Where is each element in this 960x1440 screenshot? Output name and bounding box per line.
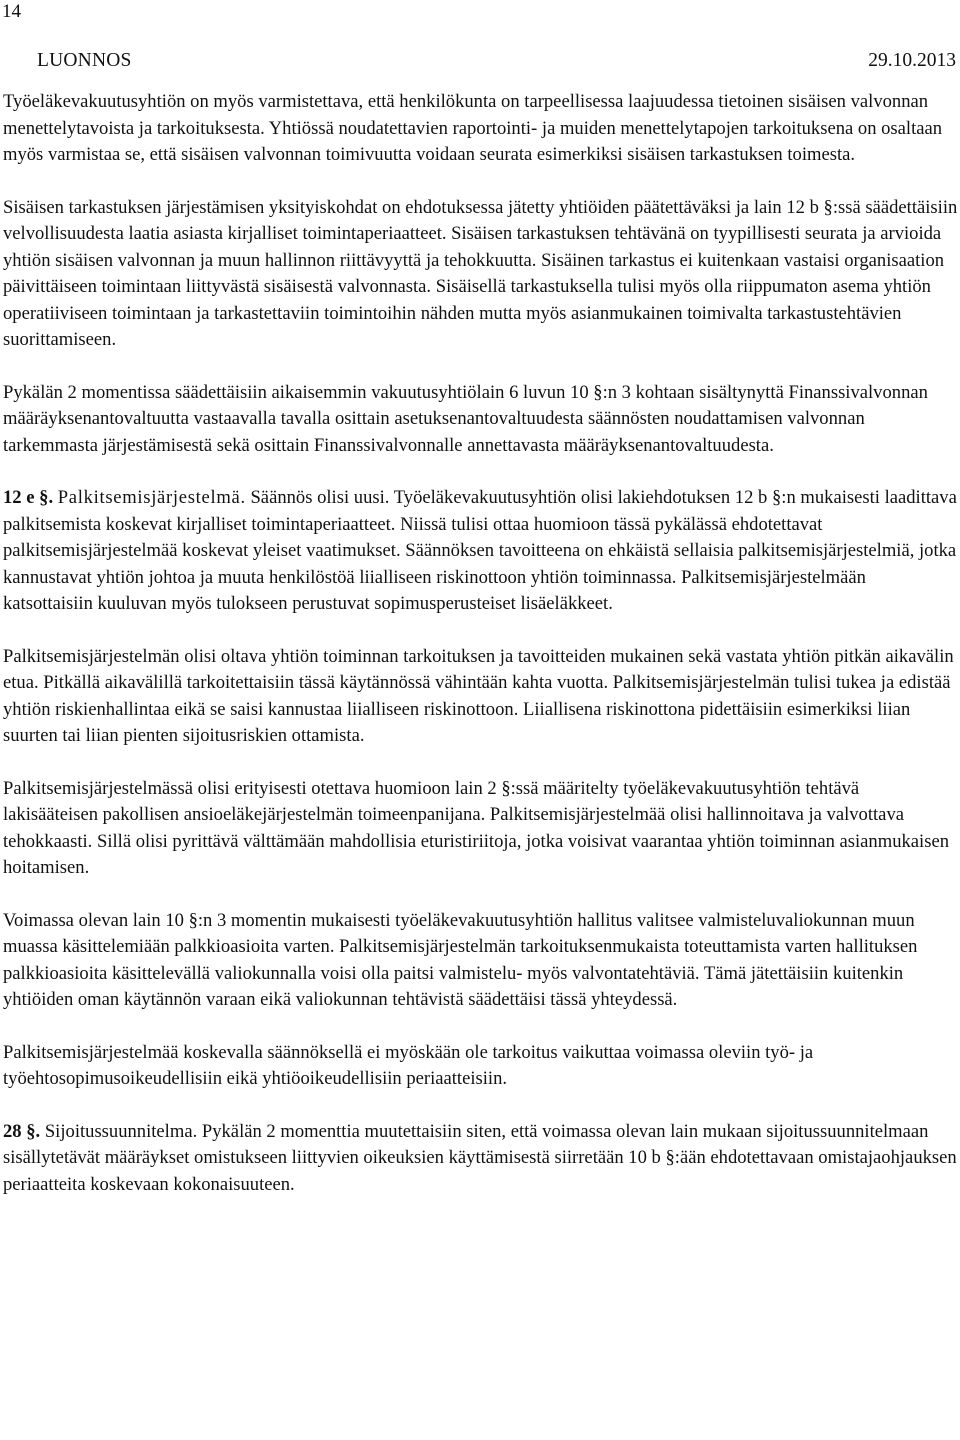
- paragraph: Pykälän 2 momentissa säädettäisiin aikaisemmin vakuutusyhtiölain 6 luvun 10 §:n 3 kohtaan sisältynyttä Finanssivalvonnan määräyksenantovaltuutta vastaavalla tavalla osittain asetuksenantovaltuudesta säännösten noudattamisen valvonnan tarkemmasta järjestämisestä sekä osittain Finanssivalvonnalle annettavasta määräyksenantovaltuudesta.: [3, 381, 928, 456]
- section-title: Palkitsemisjärjestelmä.: [57, 487, 246, 508]
- document-date: 29.10.2013: [868, 50, 956, 71]
- page-number: 14: [2, 1, 21, 22]
- document-body: [3, 89, 958, 1224]
- paragraph: Voimassa olevan lain 10 §:n 3 momentin mukaisesti työeläkevakuutusyhtiön hallitus valitsee valmisteluvaliokunnan muun muassa käsittelemiään palkkioasioita varten. Palkitsemisjärjestelmän tarkoituksenmukaista toteuttamista varten hallituksen palkkioasioita käsittelevällä valiokunnalla voisi olla paitsi valmistelu- myös valvontatehtäviä. Tämä jätettäisiin kuitenkin yhtiöiden oman käytännön varaan eikä valiokunnan tehtävistä säädettäisi tässä yhteydessä.: [3, 909, 918, 1010]
- paragraph: Palkitsemisjärjestelmän olisi oltava yhtiön toiminnan tarkoituksen ja tavoitteiden mukainen sekä vastata yhtiön pitkän aikavälin etua. Pitkällä aikavälillä tarkoitettaisiin tässä käytännössä vähintään kahta vuotta. Palkitsemisjärjestelmän tulisi tukea ja edistää yhtiön riskienhallintaa eikä se saisi kannustaa liialliseen riskinottoon. Liiallisena riskinottona pidettäisiin esimerkiksi liian suurten tai liian pienten sijoitusriskien ottamista.: [3, 645, 954, 746]
- section-number: 28 §.: [3, 1120, 41, 1142]
- section-number: 12 e §.: [3, 487, 54, 508]
- section-paragraph: [3, 1119, 958, 1199]
- paragraph: Sisäisen tarkastuksen järjestämisen yksityiskohdat on ehdotuksessa jätetty yhtiöiden päätettäväksi ja lain 12 b §:ssä säädettäisiin velvollisuudesta laatia asiasta kirjalliset toimintaperiaatteet. Sisäisen tarkastuksen tehtävänä on tyypillisesti seurata ja arvioida yhtiön sisäisen valvonnan ja muun hallinnon riittävyyttä ja tehokkuutta. Sisäinen tarkastus ei kuitenkaan vastaisi organisaation päivittäiseen toimintaan liittyvästä sisäisestä valvonnasta. Sisäisellä tarkastuksella tulisi myös olla riippumaton asema yhtiön operatiiviseen toimintaan ja tarkastettaviin toimintoihin nähden mutta myös asianmukainen toimivalta tarkastustehtävien suorittamiseen.: [3, 196, 958, 350]
- section-paragraph: [3, 485, 958, 618]
- section-text: Pykälän 2 momenttia muutettaisiin siten, että voimassa olevan lain mukaan sijoitussuunnitelmaan sisällytetävät määräykset omistukseen liittyvien oikeuksien käyttämisestä siirretään 10 b §:ään ehdotettavaan omistajaohjauksen periaatteita koskevaan kokonaisuuteen.: [3, 1120, 957, 1195]
- paragraph: Palkitsemisjärjestelmässä olisi erityisesti otettava huomioon lain 2 §:ssä määritelty työeläkevakuutusyhtiön tehtävä lakisääteisen pakollisen ansioeläkejärjestelmän toimeenpanijana. Palkitsemisjärjestelmää olisi hallinnoitava ja valvottava tehokkaasti. Sillä olisi pyrittävä välttämään mahdollisia eturistiriitoja, jotka voisivat vaarantaa yhtiön toiminnan asianmukaisen hoitamisen.: [3, 777, 949, 878]
- section-title: Sijoitussuunnitelma.: [44, 1120, 198, 1142]
- paragraph: Palkitsemisjärjestelmää koskevalla säännöksellä ei myöskään ole tarkoitus vaikuttaa voimassa oleviin työ- ja työehtosopimusoikeudellisiin eikä yhtiöoikeudellisiin periaatteisiin.: [3, 1041, 814, 1089]
- paragraph: Työeläkevakuutusyhtiön on myös varmistettava, että henkilökunta on tarpeellisessa laajuudessa tietoinen sisäisen valvonnan menettelytavoista ja tarkoituksesta. Yhtiössä noudatettavien raportointi- ja muiden menettelytapojen tarkoituksena on osaltaan myös varmistaa se, että sisäisen valvonnan toimivuutta voidaan seurata esimerkiksi sisäisen tarkastuksen toimesta.: [3, 91, 943, 165]
- section-text: Säännös olisi uusi. Työeläkevakuutusyhtiön olisi lakiehdotuksen 12 b §:n mukaisesti laadittava palkitsemista koskevat kirjalliset toimintaperiaatteet. Niissä tulisi ottaa huomioon tässä pykälässä ehdotettavat palkitsemisjärjestelmää koskevat yleiset vaatimukset. Säännöksen tavoitteena on ehkäistä sellaisia palkitsemisjärjestelmiä, jotka kannustavat yhtiön johtoa ja muuta henkilöstöä liialliseen riskinottoon yhtiön toiminnassa. Palkitsemisjärjestelmään katsottaisiin kuuluvan myös tulokseen perustuvat sopimusperusteiset lisäeläkkeet.: [3, 487, 957, 614]
- draft-label: LUONNOS: [37, 50, 132, 71]
